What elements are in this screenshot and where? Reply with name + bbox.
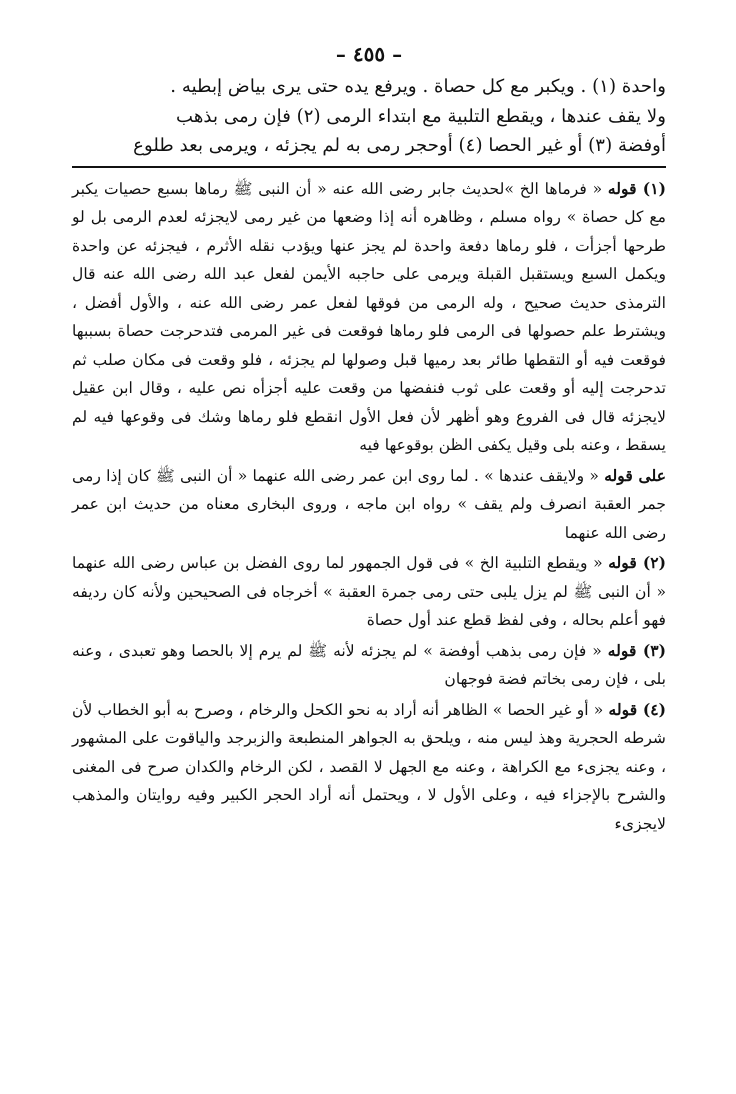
footnote-divider xyxy=(72,166,666,168)
footnote-marker: (٢) قوله xyxy=(608,553,666,572)
main-text-line: أوفضة (٣) أو غير الحصا (٤) أوحجر رمى به لم يجزئه ، ويرمى بعد طلوع xyxy=(133,135,666,156)
main-text-line: واحدة (١) . ويكبر مع كل حصاة . ويرفع يده حتى يرى بياض إبطيه . xyxy=(170,76,666,97)
footnote-text: « أو غير الحصا » الظاهر أنه أراد به نحو الكحل والرخام ، وصرح به أبو الخطاب لأن شرطه الحجرية وهذ ليس منه ، ويلحق به الجواهر المنطبعة والزبرجد والياقوت على المشهور ، وعنه يجزىء مع الكراهة ، وعنه مع الجهل لا القصد ، لكن الرخام والكدان صرح فى المغنى والشرح بالإجزاء فيه ، وعلى الأول لا ، ويحتمل أنه أراد الحجر الكبير وفيه روايتان والمذهب لايجزىء xyxy=(72,700,666,833)
footnote-marker: على قوله xyxy=(604,465,666,485)
footnote-2 xyxy=(72,549,666,635)
footnote-3 xyxy=(72,637,666,694)
footnote-1-continued xyxy=(72,462,666,548)
footnote-text: « فإن رمى بذهب أوفضة » لم يجزئه لأنه ﷺ لم يرم إلا بالحصا وهو تعبدى ، وعنه بلى ، فإن رمى بخاتم فضة فوجهان xyxy=(72,641,666,688)
footnote-marker: (٤) قوله xyxy=(608,699,666,719)
main-text xyxy=(72,72,666,161)
main-text-line: ولا يقف عندها ، ويقطع التلبية مع ابتداء الرمى (٢) فإن رمى بذهب xyxy=(175,105,666,127)
footnote-text: « ولايقف عندها » . لما روى ابن عمر رضى الله عنهما « أن النبى ﷺ كان إذا رمى جمر العقبة انصرف ولم يقف » رواه ابن ماجه ، وروى البخارى معناه من حديث ابن عمر رضى الله عنهما xyxy=(72,466,666,542)
footnote-marker: (٣) قوله xyxy=(607,640,666,660)
footnote-1 xyxy=(72,175,666,460)
footnotes xyxy=(72,175,666,839)
footnote-text: « ويقطع التلبية الخ » فى قول الجمهور لما روى الفضل بن عباس رضى الله عنهما « أن النبى ﷺ لم يزل يلبى حتى رمى جمرة العقبة » أخرجاه فى الصحيحين ولأنه كان رديفه فهو أعلم بحاله ، وفى لفظ قطع عند أول حصاة xyxy=(72,554,666,629)
page-number: – ٤٥٥ – xyxy=(335,42,403,66)
footnote-text: « فرماها الخ »لحديث جابر رضى الله عنه « أن النبى ﷺ رماها بسبع حصيات يكبر مع كل حصاة » رواه مسلم ، وظاهره أنه إذا وضعها من غير رمى لايجزئه لعدم الرمى بل لو طرحها أجزأت ، فلو رماها دفعة واحدة لم يجز عنها ويؤدب نقله الأثرم ، فيجزئه عن واحدة ويكمل السبع ويستقبل القبلة ويرمى على حاجبه الأيمن لفعل عبد الله رضى الله عنه قال الترمذى حديث صحيح ، وله الرمى من فوقها لفعل عمر رضى الله عنه ، والأول أفضل ، ويشترط علم حصولها فى الرمى فلو رماها فوقعت فى غير المرمى فتدحرجت حصاة بسببها فوقعت فيه أو التقطها طائر بعد رميها قبل وصولها لم يجزئه ، فلو وقعت فى مكان صلب ثم تدحرجت إليه أو وقعت على ثوب فنفضها من وقعت عليه أجزأه نص عليه ، وقال ابن عقيل لايجزئه قال فى الفروع وهو أظهر لأن فعل الأول انقطع فلو رماها وشك فى وقوعها فيه لم يسقط ، وعنه بلى وقيل يكفى الظن بوقوعها فيه xyxy=(72,179,666,454)
footnote-4 xyxy=(72,696,666,839)
footnote-marker: (١) قوله xyxy=(607,178,666,198)
